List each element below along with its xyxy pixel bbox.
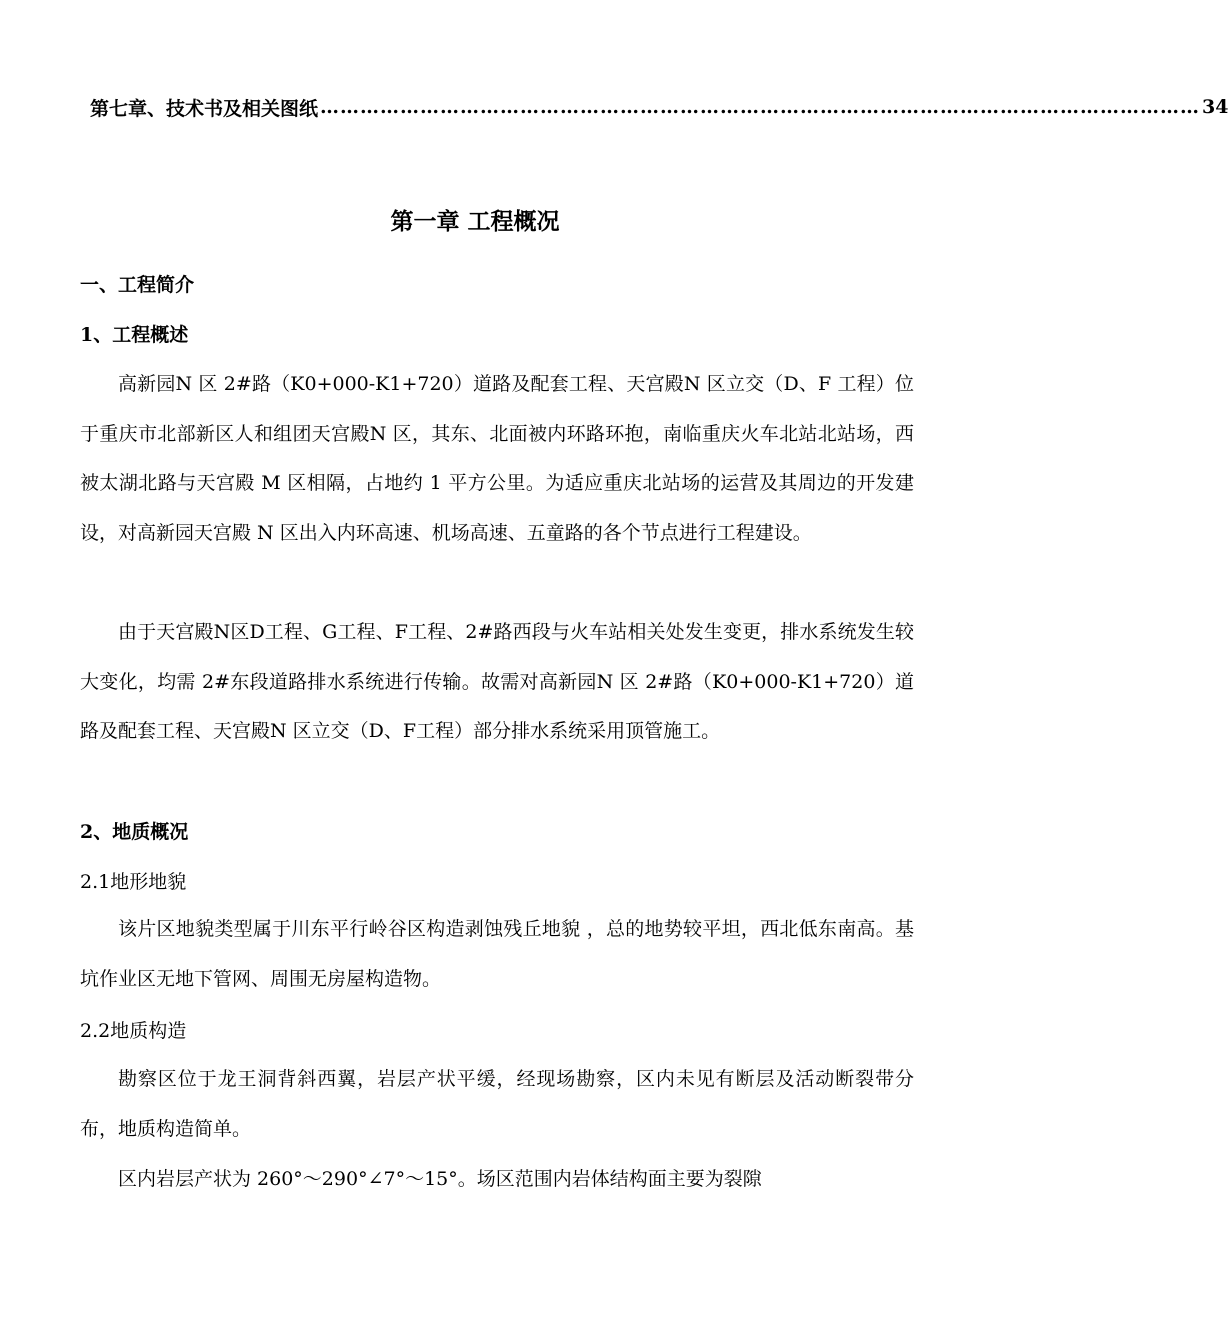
subsection-heading-overview: 1、工程概述 xyxy=(80,324,189,346)
subsection-heading-structure: 2.2地质构造 xyxy=(80,1020,187,1042)
section-heading: 一、工程简介 xyxy=(80,274,195,296)
paragraph-landform: 该片区地貌类型属于川东平行岭谷区构造剥蚀残丘地貌 ，总的地势较平坦，西北低东南高。基坑作业区无地下管网、周围无房屋构造物。 xyxy=(80,918,914,990)
paragraph-overview-2: 由于天宫殿N区D工程、G工程、F工程、2#路西段与火车站相关处发生变更，排水系统发生较大变化，均需 2#东段道路排水系统进行传输。故需对高新园N 区 2#路（K0+000-K1+720）道路及配套工程、天宫殿N 区立交（D、F工程）部分排水系统采用顶管施工。 xyxy=(80,621,914,742)
subsection-heading-landform: 2.1地形地貌 xyxy=(80,871,187,893)
toc-page-number: 34 xyxy=(1202,96,1228,118)
toc-dot-leader: …………………………………………………………………………………………………………………… xyxy=(320,96,1201,118)
toc-entry[interactable] xyxy=(90,92,1228,122)
paragraph-overview-1: 高新园N 区 2#路（K0+000-K1+720）道路及配套工程、天宫殿N 区立交（D、F 工程）位于重庆市北部新区人和组团天宫殿N 区，其东、北面被内环路环抱，南临重庆火车北站北站场，西被太湖北路与天宫殿 M 区相隔，占地约 1 平方公里。为适应重庆北站场的运营及其周边的开发建设，对高新园天宫殿 N 区出入内环高速、机场高速、五童路的各个节点进行工程建设。 xyxy=(80,373,914,544)
toc-entry-title: 第七章、技术书及相关图纸 xyxy=(90,97,319,120)
paragraph-structure-2: 区内岩层产状为 260°～290°∠7°～15°。场区范围内岩体结构面主要为裂隙 xyxy=(118,1168,762,1190)
chapter-title: 第一章 工程概况 xyxy=(390,208,560,235)
subsection-heading-geology: 2、地质概况 xyxy=(80,821,189,843)
paragraph-structure-1: 勘察区位于龙王洞背斜西翼，岩层产状平缓，经现场勘察，区内未见有断层及活动断裂带分布，地质构造简单。 xyxy=(80,1068,914,1140)
